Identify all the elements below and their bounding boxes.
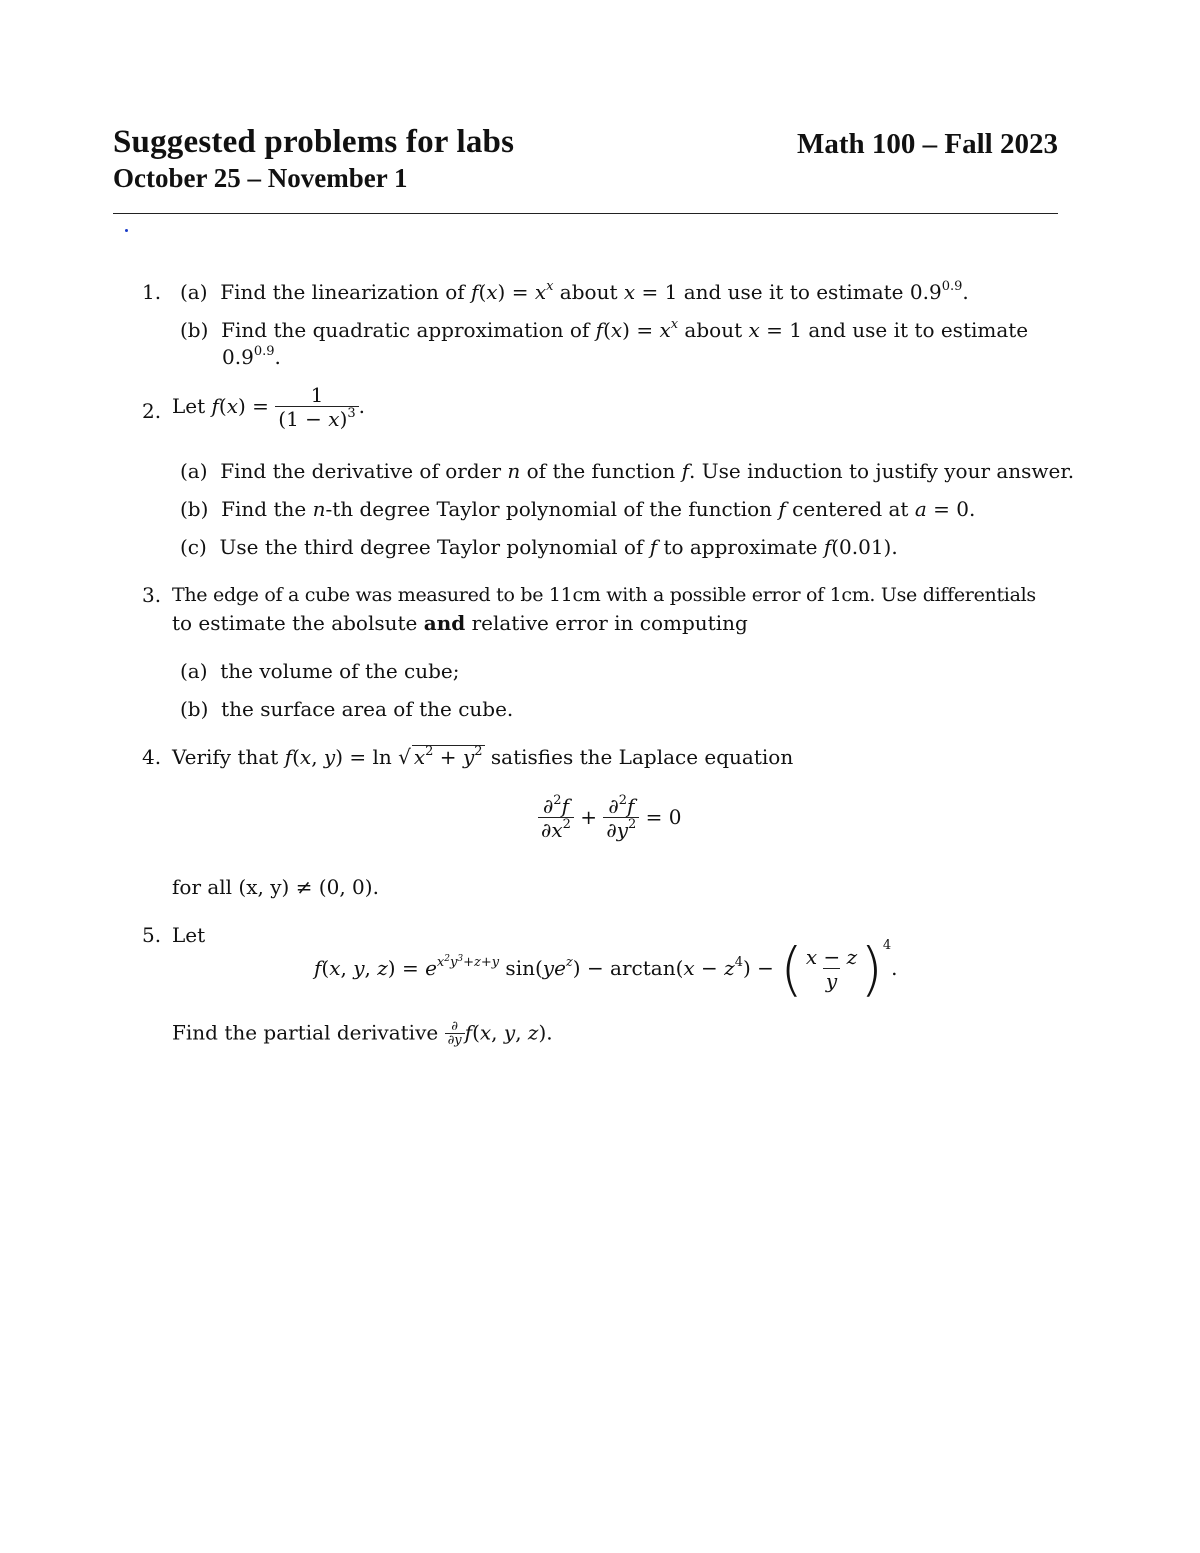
problem-1b-text: Find the quadratic approximation of $f(x) = x^x$ about x = 1 and use it to estimate	[221, 317, 1029, 342]
problem-2a-label: (a)	[180, 459, 208, 483]
problem-5-text: Find the partial derivative	[172, 1020, 445, 1045]
problem-1b	[180, 318, 1028, 342]
page-title: Suggested problems for labs	[113, 124, 515, 160]
stray-dot-mark	[125, 229, 128, 232]
problem-5-number: 5.	[142, 923, 162, 947]
laplace-equation: $\frac{\partial^2f}{\partial x^2}$ + $\frac{\partial^2f}{\partial y^2}$ = 0	[538, 795, 682, 842]
problem-1a-text: Find the linearization of $f(x) = x^x$ about x = 1 and use it to estimate $0.9^{0.9}$.	[220, 279, 969, 304]
problem-2-intro: Let f(x) = $\frac{1}{(1 - x)^3}$ .	[172, 383, 366, 431]
problem-3b-text: the surface area of the cube.	[221, 697, 514, 721]
problem-4-intro: Verify that f(x, y) = ln √ $x^2 + y^2$ satisfies the Laplace equation	[172, 744, 794, 769]
problem-4-text-b: satisfies the Laplace equation	[484, 745, 794, 769]
problem-1a-label: (a)	[180, 280, 208, 304]
problem-1a	[180, 280, 969, 304]
problem-3a	[180, 659, 460, 683]
problem-4-outro: for all (x, y) ≠ (0, 0).	[172, 875, 379, 899]
course-label: Math 100 – Fall 2023	[797, 128, 1058, 160]
problem-1b-label: (b)	[180, 318, 209, 342]
date-range: October 25 – November 1	[113, 163, 408, 193]
problem-3-text-a: to estimate the abolsute	[172, 611, 424, 635]
problem-2a-text: Find the derivative of order n of the function f. Use induction to justify your answer.	[220, 459, 1075, 483]
problem-3-text-b: relative error in computing	[465, 611, 748, 635]
problem-3b-label: (b)	[180, 697, 209, 721]
header-divider	[113, 213, 1058, 214]
problem-2a	[180, 459, 1074, 483]
problem-3-bold-and: and	[423, 611, 466, 635]
problem-2b-label: (b)	[180, 497, 209, 521]
problem-5-formula: f(x, y, $z) = e^{x^2y^3+z+y}$ $\sin(ye^z) - \arctan(x - z^4)$ − ( $\frac{x - z}{y}$ )$^4$.	[314, 935, 898, 1003]
problem-2b-text: Find the n-th degree Taylor polynomial of the function f centered at a = 0.	[221, 497, 976, 521]
problem-2c-text: Use the third degree Taylor polynomial of f to approximate f(0.01).	[219, 535, 898, 559]
problem-5-outro: Find the partial derivative $\frac{\partial}{\partial y}$ f(x, y, z).	[172, 1019, 553, 1048]
problem-4-text-a: Verify that	[172, 745, 285, 769]
problem-3-intro-line1: The edge of a cube was measured to be 11cm with a possible error of 1cm. Use differentials	[172, 584, 1036, 606]
problem-3-number: 3.	[142, 583, 162, 607]
problem-1-number: 1.	[142, 280, 162, 304]
problem-2b	[180, 497, 975, 521]
problem-3a-label: (a)	[180, 659, 208, 683]
problem-3-intro-line2	[172, 611, 748, 635]
problem-2c-label: (c)	[180, 535, 207, 559]
problem-4-number: 4.	[142, 745, 162, 769]
problem-2c	[180, 535, 898, 559]
fraction: $\frac{1}{(1 - x)^3}$	[275, 384, 358, 431]
problem-3b	[180, 697, 513, 721]
problem-5-intro: Let	[172, 923, 206, 947]
problem-2-number: 2.	[142, 399, 162, 423]
problem-1b-cont: $0.9^{0.9}$.	[222, 344, 281, 369]
problem-3a-text: the volume of the cube;	[220, 659, 460, 683]
